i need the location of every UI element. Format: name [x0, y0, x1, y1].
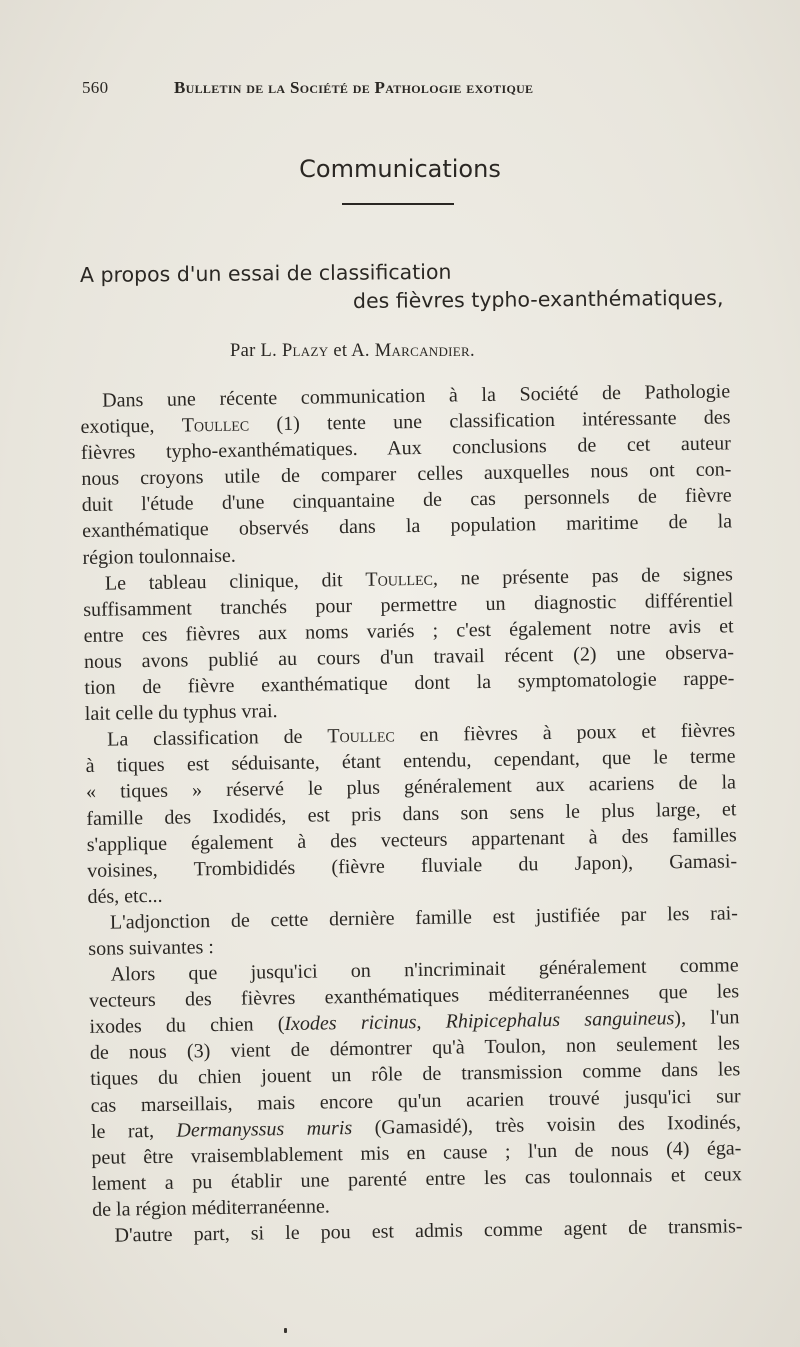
byline-middle: et A. [333, 341, 370, 361]
body-line: « tiques » réservé le plus généralement aux acariens de la [85, 771, 737, 804]
body-line: région toulonnaise. [82, 544, 236, 569]
author-plazy: Plazy [281, 341, 329, 361]
body-line: La classification de Toullec en fièvres à poux et fièvres [107, 719, 736, 751]
body-line: voisines, Trombididés (fièvre fluviale du Japon), Gamasi- [86, 849, 738, 882]
body-line: cas marseillais, mais encore qu'un acarien trouvé jusqu'ici sur [90, 1084, 741, 1117]
body-line: lement a pu établir une parenté entre les cas toulonnais et ceux [91, 1163, 742, 1195]
body-line: de nous (3) vient de démontrer qu'à Toulon, non seulement les [89, 1032, 740, 1065]
body-line: entre ces fièvres aux noms variés ; c'est également notre avis et [83, 615, 734, 647]
body-line: Alors que jusqu'ici on n'incriminait généralement comme [110, 954, 739, 986]
section-title: Communications [299, 155, 501, 183]
body-line: fièvres typho-exanthématiques. Aux conclusions de cet auteur [80, 432, 732, 465]
body-line: peut être vraisemblablement mis en cause ; l'un de nous (4) éga- [91, 1136, 742, 1169]
body-text [80, 378, 743, 1249]
body-line: ixodes du chien (Ixodes ricinus, Rhipicephalus sanguineus), l'un [89, 1006, 740, 1039]
body-line: D'autre part, si le pou est admis comme agent de transmis- [114, 1215, 743, 1247]
body-line: Le tableau clinique, dit Toullec, ne présente pas de signes [104, 562, 734, 595]
section-divider [342, 203, 454, 205]
byline-prefix: Par L. [230, 341, 278, 361]
body-line: famille des Ixodidés, est pris dans son sens le plus large, et [86, 797, 737, 830]
article-title-line-1: A propos d'un essai de classification [79, 259, 452, 287]
body-line: le rat, Dermanyssus muris (Gamasidé), très voisin des Ixodinés, [90, 1110, 742, 1143]
body-line: vecteurs des fièvres exanthématiques méditerranéennes que les [88, 980, 740, 1013]
body-line: à tiques est séduisante, étant entendu, cependant, que le terme [85, 745, 736, 778]
body-line: L'adjonction de cette dernière famille est justifiée par les rai- [109, 902, 739, 934]
body-line: duit l'étude d'une cinquantaine de cas personnels de fièvre [81, 484, 732, 517]
body-line: s'applique également à des vecteurs appartenant à des familles [86, 823, 737, 856]
body-line: nous croyons utile de comparer celles auxquelles nous ont con- [81, 458, 732, 491]
body-line: Dans une récente communication à la Société de Pathologie [102, 380, 731, 412]
journal-title: Bulletin de la Société de Pathologie exotique [174, 78, 534, 97]
body-line: lait celle du typhus vrai. [84, 700, 278, 726]
print-speck [284, 1328, 287, 1333]
body-line: exotique, Toullec (1) tente une classification intéressante des [80, 406, 731, 439]
article-title-line-2: des fièvres typho-exanthématiques, [352, 285, 724, 313]
body-line: tion de fièvre exanthématique dont la symptomatologie rappe- [84, 667, 735, 699]
body-line: exanthématique observés dans la population maritime de la [81, 510, 733, 543]
author-marcandier: Marcandier. [374, 341, 475, 361]
body-line: tiques du chien jouent un rôle de transmission comme dans les [90, 1058, 741, 1091]
byline [230, 341, 475, 362]
page-number: 560 [82, 78, 109, 97]
body-line: de la région méditerranéenne. [92, 1195, 330, 1221]
body-line: dés, etc... [87, 884, 163, 908]
body-line: sons suivantes : [88, 936, 215, 960]
body-line: suffisamment tranchés pour permettre un diagnostic différentiel [83, 589, 734, 621]
body-line: nous avons publié au cours d'un travail récent (2) une observa- [83, 641, 735, 673]
